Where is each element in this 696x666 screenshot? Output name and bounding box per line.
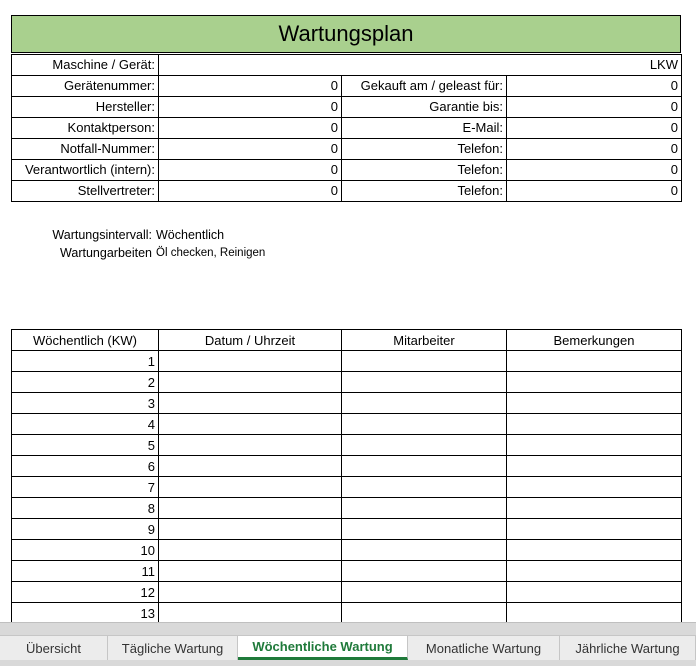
- info-value[interactable]: 0: [159, 118, 342, 139]
- date-cell[interactable]: [159, 561, 342, 582]
- table-row: [12, 603, 682, 623]
- notes-cell[interactable]: [507, 519, 682, 540]
- interval-value[interactable]: Wöchentlich: [156, 228, 225, 242]
- employee-cell[interactable]: [342, 540, 507, 561]
- info-label[interactable]: Hersteller:: [12, 97, 159, 118]
- info-value[interactable]: 0: [159, 181, 342, 202]
- interval-section: [11, 226, 265, 262]
- interval-label: Wartungsintervall:: [52, 228, 152, 242]
- notes-cell[interactable]: [507, 498, 682, 519]
- info-label[interactable]: Kontaktperson:: [12, 118, 159, 139]
- employee-cell[interactable]: [342, 561, 507, 582]
- notes-cell[interactable]: [507, 582, 682, 603]
- info-value[interactable]: 0: [159, 97, 342, 118]
- header-employee[interactable]: Mitarbeiter: [342, 330, 507, 351]
- table-row: [12, 561, 682, 582]
- info-row: [12, 97, 682, 118]
- header-week[interactable]: Wöchentlich (KW): [12, 330, 159, 351]
- week-number-cell[interactable]: 7: [12, 477, 159, 498]
- date-cell[interactable]: [159, 435, 342, 456]
- tasks-value[interactable]: Öl checken, Reinigen: [156, 247, 266, 259]
- info-row: [12, 160, 682, 181]
- date-cell[interactable]: [159, 582, 342, 603]
- notes-cell[interactable]: [507, 372, 682, 393]
- sheet-tabs: [0, 635, 696, 660]
- employee-cell[interactable]: [342, 603, 507, 623]
- info-label[interactable]: Garantie bis:: [342, 97, 507, 118]
- info-label[interactable]: Gerätenummer:: [12, 76, 159, 97]
- info-label[interactable]: Stellvertreter:: [12, 181, 159, 202]
- week-number-cell[interactable]: 4: [12, 414, 159, 435]
- info-label[interactable]: Maschine / Gerät:: [12, 55, 159, 76]
- info-table: [11, 54, 682, 202]
- sheet-tab[interactable]: Wöchentliche Wartung: [238, 636, 408, 660]
- info-label[interactable]: Gekauft am / geleast für:: [342, 76, 507, 97]
- week-number-cell[interactable]: 6: [12, 456, 159, 477]
- date-cell[interactable]: [159, 540, 342, 561]
- notes-cell[interactable]: [507, 561, 682, 582]
- info-row: [12, 118, 682, 139]
- date-cell[interactable]: [159, 519, 342, 540]
- info-row: [12, 139, 682, 160]
- date-cell[interactable]: [159, 477, 342, 498]
- info-label[interactable]: Telefon:: [342, 181, 507, 202]
- employee-cell[interactable]: [342, 582, 507, 603]
- sheet-tab[interactable]: Tägliche Wartung: [108, 636, 238, 660]
- tasks-label: Wartungarbeiten: [60, 246, 152, 260]
- week-number-cell[interactable]: 13: [12, 603, 159, 623]
- week-number-cell[interactable]: 1: [12, 351, 159, 372]
- employee-cell[interactable]: [342, 393, 507, 414]
- table-row: [12, 351, 682, 372]
- page-title[interactable]: Wartungsplan: [11, 15, 681, 53]
- week-number-cell[interactable]: 10: [12, 540, 159, 561]
- sheet-tab[interactable]: Monatliche Wartung: [408, 636, 560, 660]
- date-cell[interactable]: [159, 498, 342, 519]
- info-row: [12, 181, 682, 202]
- info-value[interactable]: 0: [507, 160, 682, 181]
- notes-cell[interactable]: [507, 414, 682, 435]
- notes-cell[interactable]: [507, 603, 682, 623]
- notes-cell[interactable]: [507, 435, 682, 456]
- notes-cell[interactable]: [507, 393, 682, 414]
- sheet-tab[interactable]: Übersicht: [0, 636, 108, 660]
- table-row: [12, 456, 682, 477]
- header-notes[interactable]: Bemerkungen: [507, 330, 682, 351]
- info-row: [12, 55, 682, 76]
- table-row: [12, 435, 682, 456]
- week-number-cell[interactable]: 2: [12, 372, 159, 393]
- week-number-cell[interactable]: 3: [12, 393, 159, 414]
- week-number-cell[interactable]: 12: [12, 582, 159, 603]
- info-label[interactable]: Telefon:: [342, 160, 507, 181]
- employee-cell[interactable]: [342, 372, 507, 393]
- info-value[interactable]: 0: [159, 160, 342, 181]
- info-value[interactable]: 0: [159, 139, 342, 160]
- table-row: [12, 498, 682, 519]
- date-cell[interactable]: [159, 414, 342, 435]
- info-row: [12, 76, 682, 97]
- info-label[interactable]: Telefon:: [342, 139, 507, 160]
- info-value[interactable]: 0: [507, 97, 682, 118]
- info-value[interactable]: 0: [507, 139, 682, 160]
- week-number-cell[interactable]: 9: [12, 519, 159, 540]
- info-label[interactable]: Verantwortlich (intern):: [12, 160, 159, 181]
- employee-cell[interactable]: [342, 456, 507, 477]
- table-row: [12, 582, 682, 603]
- info-value[interactable]: 0: [507, 118, 682, 139]
- table-row: [12, 519, 682, 540]
- date-cell[interactable]: [159, 351, 342, 372]
- week-number-cell[interactable]: 8: [12, 498, 159, 519]
- schedule-table: [11, 329, 682, 622]
- notes-cell[interactable]: [507, 477, 682, 498]
- info-label[interactable]: E-Mail:: [342, 118, 507, 139]
- employee-cell[interactable]: [342, 477, 507, 498]
- date-cell[interactable]: [159, 456, 342, 477]
- table-row: [12, 372, 682, 393]
- employee-cell[interactable]: [342, 435, 507, 456]
- employee-cell[interactable]: [342, 498, 507, 519]
- notes-cell[interactable]: [507, 351, 682, 372]
- table-row: [12, 477, 682, 498]
- table-row: [12, 540, 682, 561]
- info-value[interactable]: 0: [507, 181, 682, 202]
- date-cell[interactable]: [159, 603, 342, 623]
- info-value[interactable]: LKW: [159, 55, 682, 76]
- employee-cell[interactable]: [342, 519, 507, 540]
- notes-cell[interactable]: [507, 456, 682, 477]
- info-value[interactable]: 0: [507, 76, 682, 97]
- table-row: [12, 414, 682, 435]
- week-number-cell[interactable]: 11: [12, 561, 159, 582]
- info-value[interactable]: 0: [159, 76, 342, 97]
- week-number-cell[interactable]: 5: [12, 435, 159, 456]
- sheet-tab[interactable]: Jährliche Wartung: [560, 636, 696, 660]
- employee-cell[interactable]: [342, 351, 507, 372]
- header-date[interactable]: Datum / Uhrzeit: [159, 330, 342, 351]
- info-label[interactable]: Notfall-Nummer:: [12, 139, 159, 160]
- date-cell[interactable]: [159, 393, 342, 414]
- employee-cell[interactable]: [342, 414, 507, 435]
- table-row: [12, 393, 682, 414]
- sheet-tab-bar: [0, 622, 696, 666]
- schedule-header-row: [12, 330, 682, 351]
- date-cell[interactable]: [159, 372, 342, 393]
- notes-cell[interactable]: [507, 540, 682, 561]
